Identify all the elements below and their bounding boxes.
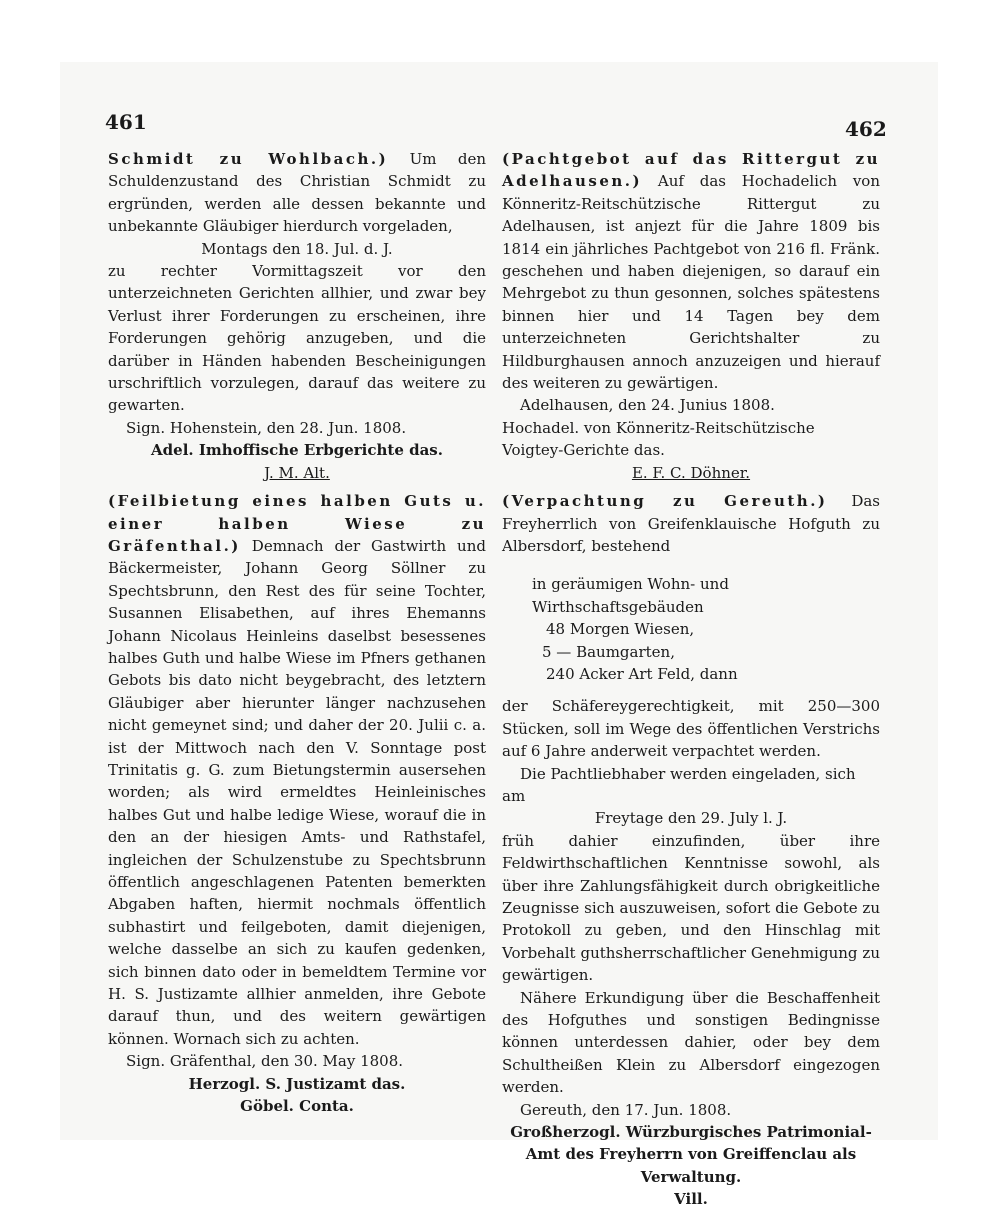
notice-body-continued: früh dahier einzufinden, über ihre Feldwirthschaftlichen Kenntnisse sowohl, als über ihre Zahlungsfähigkeit durch obrigkeitliche Zeugnisse sich auszuweisen, sofort die Gebote zu Protokoll zu geben, und den Hinschlag mit Vorbehalt guthsherrschaftlicher Genehmigung zu gewärtigen. bbox=[502, 831, 880, 985]
notice-signer: Göbel. Conta. bbox=[240, 1097, 354, 1116]
notice-title: (Verpachtung zu Gereuth.) bbox=[502, 492, 828, 511]
notice-title: (Feilbietung eines halben Guts u. einer halben Wiese zu Gräfenthal.) bbox=[108, 492, 486, 555]
list-item: in geräumigen Wohn- und Wirthschaftsgebäuden bbox=[532, 575, 729, 616]
notice-signer: Vill. bbox=[674, 1190, 708, 1209]
notice-title: Schmidt zu Wohlbach.) bbox=[108, 150, 389, 168]
notice-signature-place: Sign. Hohenstein, den 28. Jun. 1808. bbox=[126, 418, 407, 437]
list-item: 240 Acker Art Feld, dann bbox=[546, 664, 738, 683]
notice-body: Um den Schuldenzustand des Christian Schmidt zu ergründen, werden alle dessen bekannte und unbekannte Gläubiger hierdurch vorgeladen, bbox=[108, 150, 486, 236]
notice-court: Hochadel. von Könneritz-Reitschützische Voigtey-Gerichte das. bbox=[502, 418, 815, 460]
notice-title: (Pachtgebot auf das Rittergut zu Adelhausen.) bbox=[502, 150, 880, 191]
signer-name: E. F. C. Döhner. bbox=[631, 463, 751, 482]
right-column bbox=[502, 148, 880, 1211]
notice-body-continued: Die Pachtliebhaber werden eingeladen, sich am bbox=[502, 764, 856, 805]
left-page-number: 461 bbox=[105, 110, 147, 134]
signer-name: J. M. Alt. bbox=[264, 463, 330, 482]
left-column bbox=[108, 148, 486, 1117]
notice-court: Großherzogl. Würzburgisches Patrimonial-Amt des Freyherrn von Greiffenclau als Verwaltung. bbox=[510, 1123, 872, 1186]
notice-feilbietung-graefenthal bbox=[108, 490, 486, 1050]
notice-body: Auf das Hochadelich von Könneritz-Reitschützische Rittergut zu Adelhausen, ist anjezt für die Jahre 1809 bis 1814 ein jährliches Pachtgebot von 216 fl. Fränk. geschehen und haben diejenigen, so darauf ein Mehrgebot zu thun gesonnen, solches spätestens binnen hier und 14 Tagen bey dem unterzeichneten Gerichtshalter zu Hildburghausen annoch anzuzeigen und hierauf des weiteren zu gewärtigen. bbox=[502, 172, 880, 393]
right-page-number: 462 bbox=[845, 117, 887, 141]
notice-signer bbox=[108, 462, 486, 484]
notice-verpachtung-gereuth bbox=[502, 490, 880, 557]
notice-body-continued: zu rechter Vormittagszeit vor den unterzeichneten Gerichten allhier, und zwar bey Verlust ihrer Forderungen zu erscheinen, ihre Forderungen gehörig anzugeben, und die darüber in Händen habenden Bescheinigungen urschriftlich vorzulegen, darauf das weitere zu gewarten. bbox=[108, 262, 486, 415]
notice-court: Adel. Imhoffische Erbgerichte das. bbox=[151, 441, 443, 460]
notice-body-continued: der Schäfereygerechtigkeit, mit 250—300 Stücken, soll im Wege des öffentlichen Verstrichs auf 6 Jahre anderweit verpachtet werden. bbox=[502, 697, 880, 761]
list-item: 48 Morgen Wiesen, bbox=[546, 620, 695, 639]
notice-schmidt-wohlbach bbox=[108, 148, 486, 238]
notice-pachtgebot-adelhausen bbox=[502, 148, 880, 394]
property-list bbox=[532, 573, 880, 685]
notice-body: Das Freyherrlich von Greifenklauische Hofguth zu Albersdorf, bestehend bbox=[502, 492, 880, 555]
notice-body: Demnach der Gastwirth und Bäckermeister, Johann Georg Söllner zu Spechtsbrunn, den Rest des für seine Tochter, Susannen Elisabethen, auf ihres Ehemanns Johann Nicolaus Heinleins daselbst besessenes halbes Guth und halbe Wiese im Pfners gethanen Gebots bis dato nicht beygebracht, des letztern Gläubiger aber hierunter länger nachzusehen nicht gemeynet sind; und daher der 20. Julii c. a. ist der Mittwoch nach den V. Sonntage post Trinitatis g. G. zum Bietungstermin ausersehen worden; als wird ermeldtes Heinleinisches halbes Gut und halbe ledige Wiese, worauf die in den an der hiesigen Amts- und Rathstafel, ingleichen der Schulzenstube zu Spechtsbrunn öffentlich angeschlagenen Patenten bemerkten Abgaben haften, hiermit nochmals öffentlich subhastirt und feilgeboten, damit diejenigen, welche dasselbe an sich zu kaufen gedenken, sich binnen dato oder in bemeldtem Termine vor H. S. Justizamte allhier anmelden, ihre Gebote darauf thun, und des weitern gewärtigen können. Wornach sich zu achten. bbox=[108, 536, 486, 1048]
list-item: 5 — Baumgarten, bbox=[542, 642, 675, 661]
notice-court: Herzogl. S. Justizamt das. bbox=[188, 1074, 406, 1093]
notice-signature-place: Adelhausen, den 24. Junius 1808. bbox=[520, 396, 775, 415]
notice-body-continued: Nähere Erkundigung über die Beschaffenheit des Hofguthes und sonstigen Bedingnisse können unterdessen dahier, oder bey dem Schultheißen Klein zu Albersdorf eingezogen werden. bbox=[502, 988, 880, 1097]
notice-signature-place: Sign. Gräfenthal, den 30. May 1808. bbox=[126, 1052, 404, 1071]
notice-date-line: Montags den 18. Jul. d. J. bbox=[201, 239, 393, 258]
notice-signer bbox=[502, 462, 880, 484]
notice-signature-place: Gereuth, den 17. Jun. 1808. bbox=[520, 1100, 732, 1119]
notice-date-line: Freytage den 29. July l. J. bbox=[594, 809, 788, 828]
